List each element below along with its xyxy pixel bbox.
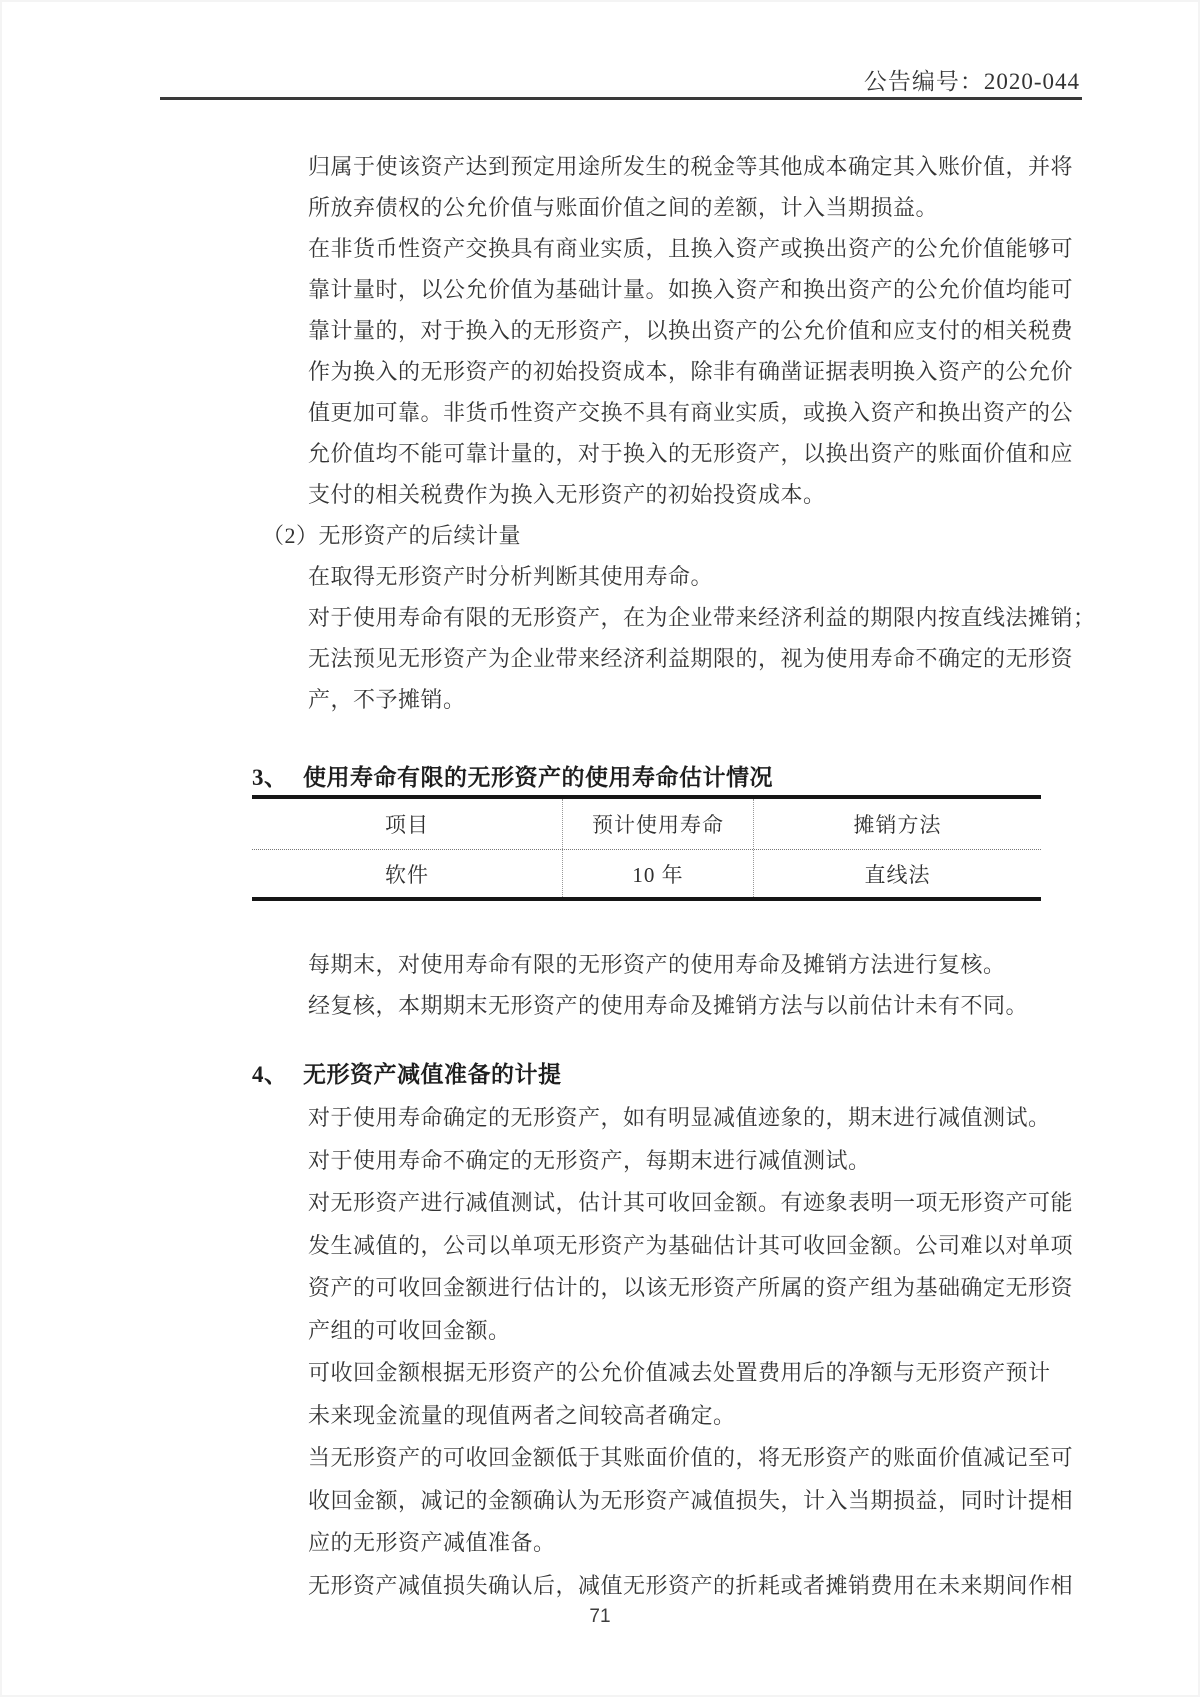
header-rule <box>160 97 1082 100</box>
table-row <box>252 850 1041 897</box>
text-line: 无法预见无形资产为企业带来经济利益期限的，视为使用寿命不确定的无形资 <box>308 646 1074 671</box>
section-4-title: 无形资产减值准备的计提 <box>303 1062 562 1087</box>
text-line: 产，不予摊销。 <box>308 687 466 712</box>
section-4-heading <box>252 1054 562 1096</box>
text-line: （2）无形资产的后续计量 <box>262 523 522 548</box>
text-line: 资产的可收回金额进行估计的，以该无形资产所属的资产组为基础确定无形资 <box>308 1275 1074 1300</box>
text-line: 当无形资产的可收回金额低于其账面价值的，将无形资产的账面价值减记至可 <box>308 1445 1074 1470</box>
text-line: 产组的可收回金额。 <box>308 1317 511 1343</box>
text-line: 应的无形资产减值准备。 <box>308 1530 556 1555</box>
text-line: 对于使用寿命确定的无形资产，如有明显减值迹象的，期末进行减值测试。 <box>308 1105 1051 1130</box>
text-line: 经复核，本期期末无形资产的使用寿命及摊销方法与以前估计未有不同。 <box>308 993 1029 1018</box>
table-cell: 软件 <box>385 862 429 887</box>
table-cell: 直线法 <box>864 862 931 887</box>
text-line: 值更加可靠。非货币性资产交换不具有商业实质，或换入资产和换出资产的公 <box>308 400 1074 425</box>
text-line: 作为换入的无形资产的初始投资成本，除非有确凿证据表明换入资产的公允价 <box>308 359 1074 384</box>
section-3-paragraphs <box>0 944 1200 1026</box>
text-line: 在取得无形资产时分析判断其使用寿命。 <box>308 564 714 589</box>
text-line: 收回金额，减记的金额确认为无形资产减值损失，计入当期损益，同时计提相 <box>308 1487 1074 1513</box>
section-3-heading <box>252 757 773 799</box>
table-header-cell: 项目 <box>385 813 429 837</box>
text-line: 可收回金额根据无形资产的公允价值减去处置费用后的净额与无形资产预计 <box>308 1360 1051 1385</box>
intro-paragraphs <box>0 146 1200 720</box>
section-3-title: 使用寿命有限的无形资产的使用寿命估计情况 <box>303 765 773 790</box>
text-line: 允价值均不能可靠计量的，对于换入的无形资产，以换出资产的账面价值和应 <box>308 441 1074 466</box>
text-line: 靠计量时，以公允价值为基础计量。如换入资产和换出资产的公允价值均能可 <box>308 277 1074 302</box>
text-line: 对于使用寿命不确定的无形资产，每期末进行减值测试。 <box>308 1147 871 1173</box>
section-4-paragraphs <box>0 1097 1200 1607</box>
table-header-cell: 预计使用寿命 <box>562 799 754 849</box>
table-header-cell: 摊销方法 <box>853 813 942 837</box>
text-line: 未来现金流量的现值两者之间较高者确定。 <box>308 1402 736 1428</box>
text-line: 在非货币性资产交换具有商业实质，且换入资产或换出资产的公允价值能够可 <box>308 236 1074 261</box>
text-line: 无形资产减值损失确认后，减值无形资产的折耗或者摊销费用在未来期间作相 <box>308 1572 1074 1598</box>
useful-life-table <box>252 795 1041 901</box>
page-number: 71 <box>589 1606 611 1627</box>
section-3-number: 3、 <box>252 765 288 790</box>
text-line: 归属于使该资产达到预定用途所发生的税金等其他成本确定其入账价值，并将 <box>308 154 1074 179</box>
text-line: 对无形资产进行减值测试，估计其可收回金额。有迹象表明一项无形资产可能 <box>308 1190 1074 1215</box>
text-line: 发生减值的，公司以单项无形资产为基础估计其可收回金额。公司难以对单项 <box>308 1232 1074 1258</box>
table-cell: 10 年 <box>562 850 754 897</box>
text-line: 支付的相关税费作为换入无形资产的初始投资成本。 <box>308 482 826 507</box>
section-4-number: 4、 <box>252 1062 288 1087</box>
text-line: 对于使用寿命有限的无形资产，在为企业带来经济利益的期限内按直线法摊销； <box>308 605 1096 630</box>
text-line: 靠计量的，对于换入的无形资产，以换出资产的公允价值和应支付的相关税费 <box>308 318 1074 343</box>
text-line: 所放弃债权的公允价值与账面价值之间的差额，计入当期损益。 <box>308 195 939 220</box>
table-header-row <box>252 799 1041 850</box>
text-line: 每期末，对使用寿命有限的无形资产的使用寿命及摊销方法进行复核。 <box>308 952 1006 977</box>
announcement-number: 公告编号：2020-044 <box>863 69 1080 94</box>
